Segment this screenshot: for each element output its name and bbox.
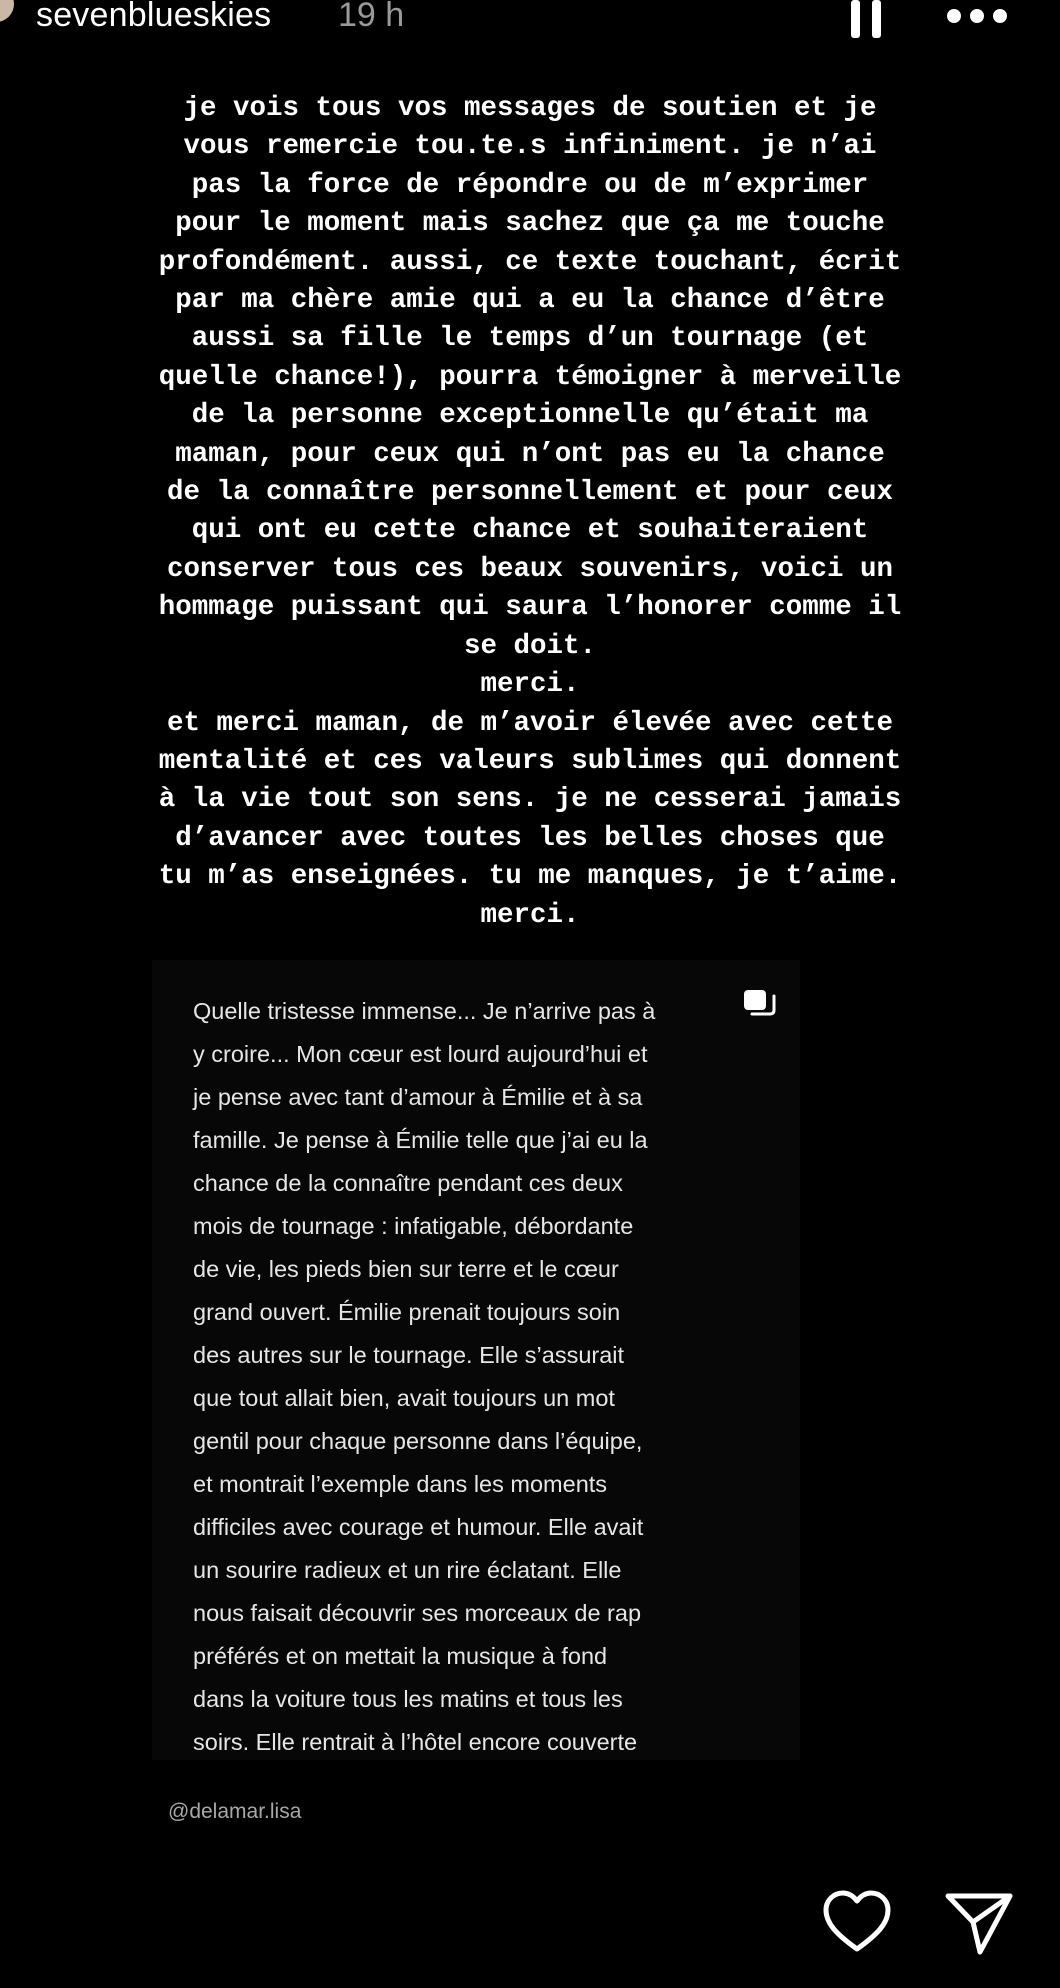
- story-timestamp: 19 h: [338, 0, 405, 34]
- story-caption-text: je vois tous vos messages de soutien et je vous remercie tou.te.s infiniment. je n’ai pas la force de répondre ou de m’exprimer pour le moment mais sachez que ça me touche profondément. aussi, ce texte touchant, écrit par ma chère amie qui a eu la chance d’être aussi sa fille le temps d’un tournage (et quelle chance!), pourra témoigner à merveille de la personne exceptionnelle qu’était ma maman, pour ceux qui n’ont pas eu la chance de la connaître personnellement et pour ceux qui ont eu cette chance et souhaiteraient conserver tous ces beaux souvenirs, voici un hommage puissant qui saura l’honorer comme il se doit. merci. et merci maman, de m’avoir élevée avec cette mentalité et ces valeurs sublimes qui donnent à la vie tout son sens. je ne cesserai jamais d’avancer avec toutes les belles choses que tu m’as enseignées. tu me manques, je t’aime. merci.: [158, 93, 902, 931]
- quoted-post-text: Quelle tristesse immense... Je n’arrive pas à y croire... Mon cœur est lourd aujourd’hui et je pense avec tant d’amour à Émilie et à sa famille. Je pense à Émilie telle que j’ai eu la chance de la connaître pendant ces deux mois de tournage : infatigable, débordante de vie, les pieds bien sur terre et le cœur grand ouvert. Émilie prenait toujours soin des autres sur le tournage. Elle s’assurait que tout allait bien, avait toujours un mot gentil pour chaque personne dans l’équipe, et montrait l’exemple dans les moments difficiles avec courage et humour. Elle avait un sourire radieux et un rire éclatant. Elle nous faisait découvrir ses morceaux de rap préférés et on mettait la musique à fond dans la voiture tous les matins et tous les soirs. Elle rentrait à l’hôtel encore couverte: [193, 998, 656, 1755]
- story-header: [0, 0, 1060, 48]
- pause-icon[interactable]: [848, 0, 884, 38]
- user-avatar[interactable]: [0, 0, 14, 22]
- heart-icon[interactable]: [822, 1890, 892, 1954]
- username-link[interactable]: sevenblueskies: [36, 0, 272, 34]
- more-icon[interactable]: [944, 4, 1010, 28]
- copy-icon: [742, 988, 776, 1016]
- send-icon[interactable]: [944, 1890, 1014, 1956]
- mention-tag[interactable]: @delamar.lisa: [168, 1800, 302, 1823]
